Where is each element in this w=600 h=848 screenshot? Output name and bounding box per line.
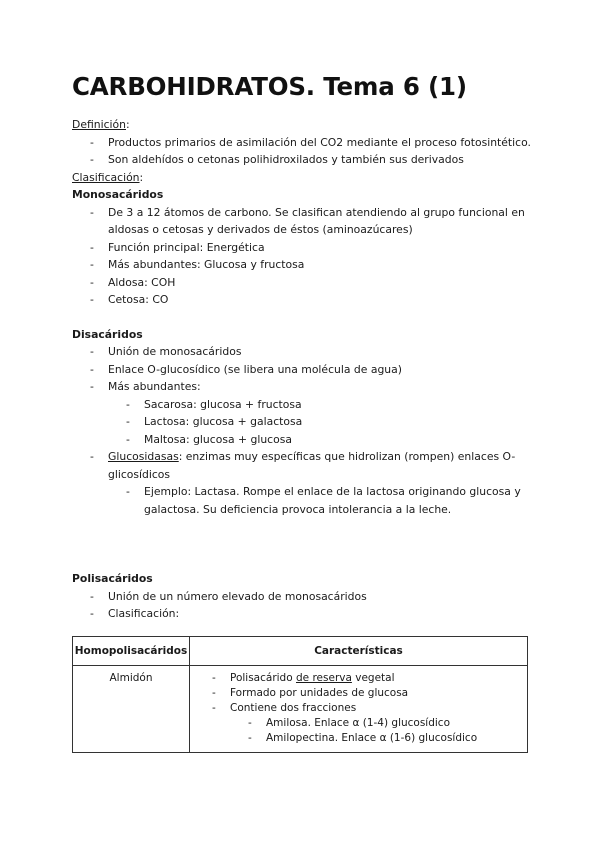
disacaridos-list xyxy=(72,343,532,518)
list-item: - Glucosidasas: enzimas muy específicas que hidrolizan (rompen) enlaces O-glicosídicos - Ejemplo: Lactasa. Rompe el enlace de la lactosa originando glucosa y galactosa. Su deficiencia provoca intolerancia a la leche. xyxy=(72,448,532,518)
table-header-row xyxy=(73,637,528,666)
document-body xyxy=(72,116,532,623)
list-item: - Maltosa: glucosa + glucosa xyxy=(108,431,532,449)
list-item: - Sacarosa: glucosa + fructosa xyxy=(108,396,532,414)
monosacaridos-heading: Monosacáridos xyxy=(72,188,164,201)
monosacaridos-list xyxy=(72,204,532,309)
list-item: - Ejemplo: Lactasa. Rompe el enlace de la lactosa originando glucosa y galactosa. Su deficiencia provoca intolerancia a la leche. xyxy=(108,483,532,518)
abundantes-list xyxy=(108,396,532,449)
list-item: - Amilopectina. Enlace α (1-6) glucosídico xyxy=(230,731,527,746)
ejemplo-list xyxy=(108,483,532,518)
list-item: - Productos primarios de asimilación del CO2 mediante el proceso fotosintético. xyxy=(72,134,532,152)
list-item: - Contiene dos fracciones - Amilosa. Enlace α (1-4) glucosídico - Amilopectina. Enlace α (1-6) glucosídico xyxy=(190,701,527,746)
list-item: - Enlace O-glucosídico (se libera una molécula de agua) xyxy=(72,361,532,379)
list-item: - Amilosa. Enlace α (1-4) glucosídico xyxy=(230,716,527,731)
list-item: - Clasificación: xyxy=(72,605,532,623)
clasificacion-heading: Clasificación: xyxy=(72,170,144,184)
disacaridos-heading: Disacáridos xyxy=(72,327,143,341)
list-item: - Unión de un número elevado de monosacáridos xyxy=(72,588,532,606)
list-item: - De 3 a 12 átomos de carbono. Se clasifican atendiendo al grupo funcional en aldosas o cetosas y derivados de éstos (aminoazúcares) xyxy=(72,204,532,239)
list-item: - Lactosa: glucosa + galactosa xyxy=(108,413,532,431)
list-item: - Formado por unidades de glucosa xyxy=(190,686,527,701)
list-item: - Función principal: Energética xyxy=(72,239,532,257)
table-row xyxy=(73,666,528,753)
column-header: Homopolisacáridos xyxy=(73,637,190,666)
list-item: - Más abundantes: - Sacarosa: glucosa + fructosa - Lactosa: glucosa + galactosa - Maltosa: glucosa + glucosa xyxy=(72,378,532,448)
table-cell-characteristics xyxy=(190,666,528,753)
page-title: CARBOHIDRATOS. Tema 6 (1) xyxy=(72,72,467,101)
list-item: - Cetosa: CO xyxy=(72,291,532,309)
list-item: - Polisacárido de reserva vegetal xyxy=(190,671,527,686)
polisacaridos-heading: Polisacáridos xyxy=(72,572,153,585)
list-item: - Unión de monosacáridos xyxy=(72,343,532,361)
list-item: - Son aldehídos o cetonas polihidroxilados y también sus derivados xyxy=(72,151,532,169)
list-item: - Aldosa: COH xyxy=(72,274,532,292)
list-item: - Más abundantes: Glucosa y fructosa xyxy=(72,256,532,274)
fracciones-list xyxy=(230,716,527,746)
definicion-list xyxy=(72,134,532,169)
column-header: Características xyxy=(190,637,528,666)
homopolisacaridos-table xyxy=(72,636,528,753)
table-cell-name: Almidón xyxy=(73,666,190,753)
polisacaridos-list xyxy=(72,588,532,623)
definicion-heading: Definición: xyxy=(72,118,130,131)
